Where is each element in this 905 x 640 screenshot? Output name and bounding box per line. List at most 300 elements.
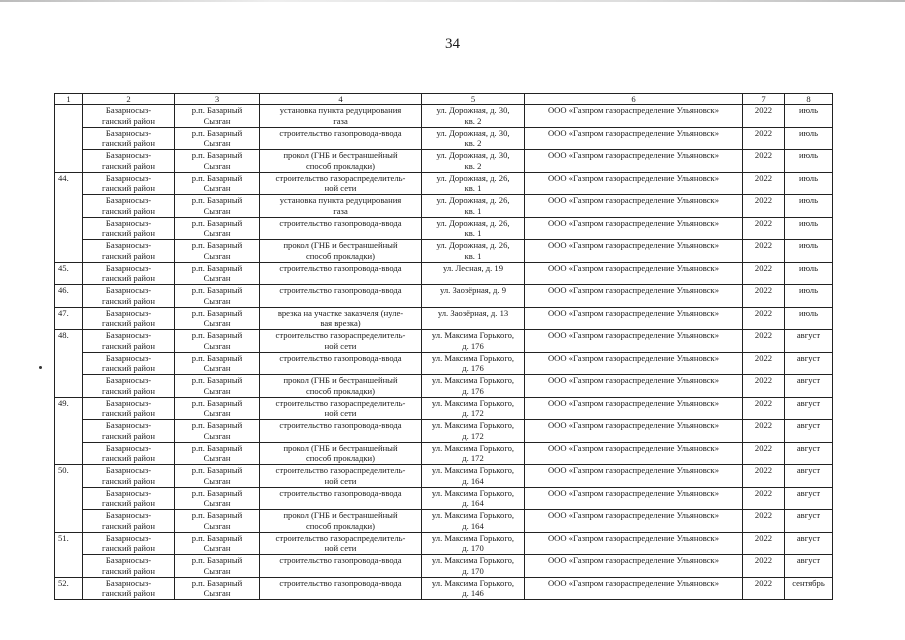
district-cell-line-1: Базарносыз-: [105, 105, 152, 115]
locality-cell: [175, 375, 260, 398]
locality-cell: [175, 195, 260, 218]
district-cell: [83, 555, 175, 578]
district-cell-line-1: Базарносыз-: [105, 555, 152, 565]
table-row: [55, 555, 833, 578]
address-cell-line-1: ул. Дорожная, д. 26,: [436, 217, 510, 228]
work-type-cell-line-1: строительство газопровода-ввода: [279, 285, 402, 295]
locality-cell-line-2: Сызган: [203, 475, 231, 486]
district-cell-line-1: Базарносыз-: [105, 397, 152, 408]
work-type-cell-line-2: [262, 588, 419, 599]
locality-cell: [175, 105, 260, 128]
year-cell: 2022: [743, 195, 785, 218]
district-cell-line-1: Базарносыз-: [105, 262, 152, 273]
company-cell: ООО «Газпром газораспределение Ульяновск»: [525, 195, 743, 218]
district-cell-line-2: ганский район: [102, 588, 155, 599]
address-cell-line-2: кв. 1: [464, 205, 482, 216]
address-cell-line-2: д. 172: [462, 430, 484, 441]
work-type-cell: [260, 352, 422, 375]
locality-cell: [175, 555, 260, 578]
month-cell: июль: [785, 217, 833, 240]
district-cell-line-1: Базарносыз-: [105, 195, 152, 205]
year-cell: 2022: [743, 172, 785, 195]
address-cell-line-1: ул. Максима Горького,: [431, 555, 515, 565]
work-type-cell-line-1: строительство газопровода-ввода: [279, 420, 402, 430]
district-cell-line-2: ганский район: [102, 318, 155, 329]
work-type-cell-line-2: [262, 296, 419, 307]
address-cell-line-2: кв. 2: [464, 138, 482, 149]
district-cell: [83, 442, 175, 465]
year-cell: 2022: [743, 105, 785, 128]
locality-cell: [175, 487, 260, 510]
schedule-table: [54, 93, 833, 600]
company-cell: ООО «Газпром газораспределение Ульяновск»: [525, 442, 743, 465]
header-cell: 7: [743, 94, 785, 105]
address-cell: [422, 105, 525, 128]
address-cell-line-2: д. 176: [462, 385, 484, 396]
address-cell-line-2: д. 172: [462, 408, 484, 419]
work-type-cell-line-1: строительство газораспределитель-: [275, 172, 406, 183]
district-cell-line-2: ганский район: [102, 543, 155, 554]
company-cell: ООО «Газпром газораспределение Ульяновск»: [525, 150, 743, 173]
district-cell: [83, 195, 175, 218]
locality-cell-line-1: р.п. Базарный: [191, 127, 243, 138]
address-cell-line-1: ул. Заозёрная, д. 9: [439, 285, 507, 295]
address-cell-line-2: д. 172: [462, 453, 484, 464]
month-cell: август: [785, 330, 833, 353]
address-cell-line-2: д. 164: [462, 475, 484, 486]
district-cell-line-2: ганский район: [102, 385, 155, 396]
address-cell: [422, 510, 525, 533]
locality-cell: [175, 127, 260, 150]
header-cell: 8: [785, 94, 833, 105]
work-type-cell: [260, 555, 422, 578]
header-cell: 3: [175, 94, 260, 105]
address-cell: [422, 442, 525, 465]
year-cell: 2022: [743, 420, 785, 443]
address-cell-line-1: ул. Максима Горького,: [431, 487, 515, 498]
address-cell-line-2: д. 176: [462, 340, 484, 351]
address-cell: [422, 172, 525, 195]
work-type-cell-line-1: строительство газораспределитель-: [275, 397, 406, 408]
address-cell-line-2: кв. 1: [464, 183, 482, 194]
work-type-cell-line-1: прокол (ГНБ и бестраншейный: [283, 510, 398, 520]
address-cell-line-1: ул. Максима Горького,: [431, 510, 515, 520]
locality-cell-line-1: р.п. Базарный: [191, 442, 243, 453]
district-cell-line-2: ганский район: [102, 183, 155, 194]
company-cell: ООО «Газпром газораспределение Ульяновск»: [525, 330, 743, 353]
month-cell: июль: [785, 307, 833, 330]
address-cell-line-2: д. 176: [462, 363, 484, 374]
locality-cell-line-2: Сызган: [203, 453, 231, 464]
locality-cell-line-1: р.п. Базарный: [191, 262, 243, 273]
address-cell-line-1: ул. Дорожная, д. 26,: [436, 240, 510, 250]
address-cell: [422, 465, 525, 488]
year-cell: 2022: [743, 577, 785, 600]
district-cell: [83, 420, 175, 443]
address-cell-line-2: кв. 2: [464, 115, 482, 126]
locality-cell-line-1: р.п. Базарный: [191, 240, 243, 250]
work-type-cell-line-2: газа: [333, 115, 348, 126]
work-type-cell: [260, 487, 422, 510]
address-cell: [422, 262, 525, 285]
work-type-cell: [260, 150, 422, 173]
district-cell-line-2: ганский район: [102, 295, 155, 306]
work-type-cell-line-1: прокол (ГНБ и бестраншейный: [283, 150, 398, 160]
district-cell: [83, 510, 175, 533]
month-cell: август: [785, 420, 833, 443]
address-cell-line-2: [424, 296, 522, 307]
locality-cell: [175, 397, 260, 420]
locality-cell-line-2: Сызган: [203, 408, 231, 419]
year-cell: 2022: [743, 262, 785, 285]
address-cell-line-1: ул. Максима Горького,: [431, 375, 515, 385]
row-number: 50.: [55, 465, 83, 533]
work-type-cell-line-1: прокол (ГНБ и бестраншейный: [283, 240, 398, 250]
locality-cell-line-2: Сызган: [203, 160, 231, 171]
table-row: [55, 352, 833, 375]
work-type-cell-line-2: [262, 228, 419, 239]
locality-cell-line-1: р.п. Базарный: [191, 532, 243, 543]
table-row: [55, 105, 833, 128]
address-cell-line-2: кв. 1: [464, 250, 482, 261]
month-cell: август: [785, 510, 833, 533]
locality-cell-line-1: р.п. Базарный: [191, 195, 243, 205]
district-cell-line-1: Базарносыз-: [105, 172, 152, 183]
district-cell: [83, 352, 175, 375]
row-number: 47.: [55, 307, 83, 330]
locality-cell-line-1: р.п. Базарный: [191, 285, 243, 295]
work-type-cell-line-1: установка пункта редуцирования: [279, 105, 402, 115]
work-type-cell: [260, 262, 422, 285]
company-cell: ООО «Газпром газораспределение Ульяновск»: [525, 510, 743, 533]
month-cell: июль: [785, 195, 833, 218]
locality-cell-line-1: р.п. Базарный: [191, 375, 243, 385]
district-cell-line-2: ганский район: [102, 363, 155, 374]
month-cell: август: [785, 352, 833, 375]
year-cell: 2022: [743, 240, 785, 263]
page-number: 34: [445, 36, 460, 52]
company-cell: ООО «Газпром газораспределение Ульяновск»: [525, 240, 743, 263]
district-cell-line-2: ганский район: [102, 453, 155, 464]
address-cell-line-2: кв. 2: [464, 160, 482, 171]
table-row: [55, 217, 833, 240]
table-row: [55, 330, 833, 353]
table-row: [55, 240, 833, 263]
year-cell: 2022: [743, 150, 785, 173]
district-cell-line-1: Базарносыз-: [105, 285, 152, 295]
locality-cell-line-1: р.п. Базарный: [191, 150, 243, 160]
locality-cell-line-2: Сызган: [203, 250, 231, 261]
address-cell: [422, 330, 525, 353]
work-type-cell: [260, 397, 422, 420]
district-cell-line-2: ганский район: [102, 115, 155, 126]
district-cell: [83, 532, 175, 555]
locality-cell-line-2: Сызган: [203, 318, 231, 329]
locality-cell-line-2: Сызган: [203, 340, 231, 351]
district-cell-line-1: Базарносыз-: [105, 330, 152, 340]
year-cell: 2022: [743, 285, 785, 308]
company-cell: ООО «Газпром газораспределение Ульяновск»: [525, 217, 743, 240]
header-cell: 5: [422, 94, 525, 105]
company-cell: ООО «Газпром газораспределение Ульяновск»: [525, 307, 743, 330]
year-cell: 2022: [743, 555, 785, 578]
district-cell-line-2: ганский район: [102, 565, 155, 576]
district-cell-line-1: Базарносыз-: [105, 127, 152, 138]
address-cell-line-1: ул. Заозёрная, д. 13: [437, 307, 509, 318]
table-row: [55, 487, 833, 510]
locality-cell: [175, 172, 260, 195]
work-type-cell-line-1: строительство газопровода-ввода: [279, 487, 402, 498]
work-type-cell: [260, 510, 422, 533]
locality-cell: [175, 420, 260, 443]
work-type-cell-line-2: [262, 498, 419, 509]
district-cell-line-1: Базарносыз-: [105, 375, 152, 385]
work-type-cell-line-1: строительство газораспределитель-: [275, 330, 406, 340]
row-number: 48.: [55, 330, 83, 398]
work-type-cell-line-2: [262, 138, 419, 149]
locality-cell: [175, 307, 260, 330]
address-cell-line-1: ул. Дорожная, д. 30,: [436, 105, 510, 115]
locality-cell-line-2: Сызган: [203, 385, 231, 396]
district-cell-line-1: Базарносыз-: [105, 442, 152, 453]
company-cell: ООО «Газпром газораспределение Ульяновск»: [525, 555, 743, 578]
district-cell-line-1: Базарносыз-: [105, 465, 152, 475]
address-cell-line-1: ул. Дорожная, д. 30,: [436, 127, 510, 138]
locality-cell-line-1: р.п. Базарный: [191, 510, 243, 520]
table-row: [55, 420, 833, 443]
district-cell-line-1: Базарносыз-: [105, 420, 152, 430]
year-cell: 2022: [743, 442, 785, 465]
address-cell-line-2: кв. 1: [464, 228, 482, 239]
locality-cell-line-2: Сызган: [203, 228, 231, 239]
work-type-cell: [260, 375, 422, 398]
work-type-cell: [260, 195, 422, 218]
table-row: [55, 577, 833, 600]
month-cell: август: [785, 532, 833, 555]
address-cell-line-2: [424, 318, 522, 329]
address-cell-line-1: ул. Максима Горького,: [431, 420, 515, 430]
company-cell: ООО «Газпром газораспределение Ульяновск»: [525, 465, 743, 488]
year-cell: 2022: [743, 397, 785, 420]
row-number: [55, 105, 83, 173]
locality-cell-line-2: Сызган: [203, 138, 231, 149]
company-cell: ООО «Газпром газораспределение Ульяновск»: [525, 172, 743, 195]
company-cell: ООО «Газпром газораспределение Ульяновск»: [525, 420, 743, 443]
month-cell: июль: [785, 285, 833, 308]
month-cell: август: [785, 465, 833, 488]
work-type-cell-line-2: [262, 431, 419, 442]
table-row: [55, 465, 833, 488]
work-type-cell-line-1: строительство газопровода-ввода: [279, 352, 402, 363]
district-cell: [83, 307, 175, 330]
row-number: 46.: [55, 285, 83, 308]
year-cell: 2022: [743, 465, 785, 488]
locality-cell-line-1: р.п. Базарный: [191, 577, 243, 588]
locality-cell-line-1: р.п. Базарный: [191, 555, 243, 565]
year-cell: 2022: [743, 307, 785, 330]
work-type-cell-line-2: [262, 566, 419, 577]
company-cell: ООО «Газпром газораспределение Ульяновск»: [525, 375, 743, 398]
address-cell-line-2: д. 170: [462, 565, 484, 576]
locality-cell: [175, 240, 260, 263]
district-cell-line-2: ганский район: [102, 205, 155, 216]
table-row: [55, 195, 833, 218]
locality-cell-line-1: р.п. Базарный: [191, 217, 243, 228]
work-type-cell-line-2: газа: [333, 205, 348, 216]
district-cell: [83, 397, 175, 420]
work-type-cell-line-2: способ прокладки): [305, 250, 376, 261]
address-cell-line-1: ул. Максима Горького,: [431, 532, 515, 543]
table-row: [55, 510, 833, 533]
address-cell: [422, 195, 525, 218]
work-type-cell-line-2: ной сети: [324, 408, 357, 419]
district-cell: [83, 240, 175, 263]
address-cell-line-2: д. 170: [462, 543, 484, 554]
year-cell: 2022: [743, 487, 785, 510]
district-cell-line-2: ганский район: [102, 498, 155, 509]
locality-cell-line-2: Сызган: [203, 183, 231, 194]
locality-cell-line-1: р.п. Базарный: [191, 420, 243, 430]
address-cell-line-2: [424, 273, 522, 284]
company-cell: ООО «Газпром газораспределение Ульяновск»: [525, 285, 743, 308]
work-type-cell-line-1: строительство газопровода-ввода: [279, 262, 402, 273]
work-type-cell: [260, 172, 422, 195]
table-row: [55, 397, 833, 420]
district-cell: [83, 577, 175, 600]
work-type-cell-line-1: строительство газопровода-ввода: [279, 127, 402, 138]
stray-mark: [39, 366, 42, 369]
locality-cell-line-1: р.п. Базарный: [191, 352, 243, 363]
address-cell-line-1: ул. Максима Горького,: [431, 330, 515, 340]
work-type-cell-line-1: строительство газораспределитель-: [275, 532, 406, 543]
table-row: [55, 442, 833, 465]
header-cell: 1: [55, 94, 83, 105]
work-type-cell: [260, 420, 422, 443]
locality-cell-line-2: Сызган: [203, 205, 231, 216]
work-type-cell: [260, 532, 422, 555]
month-cell: август: [785, 487, 833, 510]
locality-cell-line-1: р.п. Базарный: [191, 330, 243, 340]
locality-cell-line-2: Сызган: [203, 273, 231, 284]
locality-cell: [175, 262, 260, 285]
month-cell: июль: [785, 105, 833, 128]
district-cell: [83, 262, 175, 285]
address-cell: [422, 127, 525, 150]
work-type-cell: [260, 330, 422, 353]
company-cell: ООО «Газпром газораспределение Ульяновск»: [525, 397, 743, 420]
company-cell: ООО «Газпром газораспределение Ульяновск»: [525, 105, 743, 128]
locality-cell-line-2: Сызган: [203, 520, 231, 531]
address-cell: [422, 217, 525, 240]
district-cell: [83, 127, 175, 150]
district-cell-line-1: Базарносыз-: [105, 240, 152, 250]
address-cell: [422, 487, 525, 510]
company-cell: ООО «Газпром газораспределение Ульяновск»: [525, 352, 743, 375]
work-type-cell-line-2: ной сети: [324, 183, 357, 194]
district-cell-line-1: Базарносыз-: [105, 352, 152, 363]
address-cell: [422, 307, 525, 330]
month-cell: июль: [785, 240, 833, 263]
table-row: [55, 262, 833, 285]
header-cell: 4: [260, 94, 422, 105]
district-cell-line-1: Базарносыз-: [105, 532, 152, 543]
locality-cell-line-2: Сызган: [203, 543, 231, 554]
work-type-cell-line-1: строительство газопровода-ввода: [279, 555, 402, 565]
locality-cell: [175, 150, 260, 173]
district-cell: [83, 285, 175, 308]
table-row: [55, 150, 833, 173]
work-type-cell-line-2: вая врезка): [320, 318, 361, 329]
locality-cell-line-1: р.п. Базарный: [191, 397, 243, 408]
table-row: [55, 307, 833, 330]
district-cell-line-2: ганский район: [102, 340, 155, 351]
year-cell: 2022: [743, 127, 785, 150]
locality-cell-line-2: Сызган: [203, 115, 231, 126]
address-cell-line-1: ул. Дорожная, д. 26,: [436, 195, 510, 205]
district-cell-line-2: ганский район: [102, 228, 155, 239]
row-number: 44.: [55, 172, 83, 262]
address-cell: [422, 420, 525, 443]
locality-cell-line-2: Сызган: [203, 565, 231, 576]
district-cell-line-2: ганский район: [102, 408, 155, 419]
locality-cell-line-1: р.п. Базарный: [191, 307, 243, 318]
company-cell: ООО «Газпром газораспределение Ульяновск»: [525, 262, 743, 285]
month-cell: август: [785, 375, 833, 398]
work-type-cell: [260, 105, 422, 128]
locality-cell: [175, 330, 260, 353]
locality-cell: [175, 352, 260, 375]
year-cell: 2022: [743, 532, 785, 555]
work-type-cell: [260, 240, 422, 263]
district-cell-line-2: ганский район: [102, 138, 155, 149]
work-type-cell-line-2: [262, 363, 419, 374]
address-cell-line-1: ул. Максима Горького,: [431, 397, 515, 408]
locality-cell: [175, 577, 260, 600]
work-type-cell-line-1: строительство газопровода-ввода: [279, 217, 402, 228]
year-cell: 2022: [743, 510, 785, 533]
table-row: [55, 172, 833, 195]
company-cell: ООО «Газпром газораспределение Ульяновск»: [525, 487, 743, 510]
year-cell: 2022: [743, 375, 785, 398]
address-cell: [422, 397, 525, 420]
address-cell-line-2: д. 164: [462, 520, 484, 531]
work-type-cell-line-1: установка пункта редуцирования: [279, 195, 402, 205]
company-cell: ООО «Газпром газораспределение Ульяновск»: [525, 577, 743, 600]
district-cell-line-2: ганский район: [102, 475, 155, 486]
work-type-cell-line-2: способ прокладки): [305, 453, 376, 464]
district-cell-line-1: Базарносыз-: [105, 487, 152, 498]
work-type-cell-line-2: ной сети: [324, 340, 357, 351]
address-cell-line-1: ул. Дорожная, д. 30,: [436, 150, 510, 160]
address-cell: [422, 240, 525, 263]
year-cell: 2022: [743, 217, 785, 240]
address-cell-line-1: ул. Лесная, д. 19: [442, 262, 504, 273]
address-cell: [422, 555, 525, 578]
district-cell: [83, 105, 175, 128]
address-cell-line-1: ул. Дорожная, д. 26,: [436, 172, 510, 183]
locality-cell-line-2: Сызган: [203, 430, 231, 441]
district-cell: [83, 375, 175, 398]
work-type-cell-line-1: прокол (ГНБ и бестраншейный: [283, 375, 398, 385]
table-row: [55, 532, 833, 555]
work-type-cell-line-1: строительство газопровода-ввода: [279, 577, 402, 588]
district-cell: [83, 172, 175, 195]
table-row: [55, 375, 833, 398]
address-cell-line-2: д. 164: [462, 498, 484, 509]
locality-cell: [175, 217, 260, 240]
locality-cell: [175, 532, 260, 555]
district-cell-line-1: Базарносыз-: [105, 150, 152, 160]
